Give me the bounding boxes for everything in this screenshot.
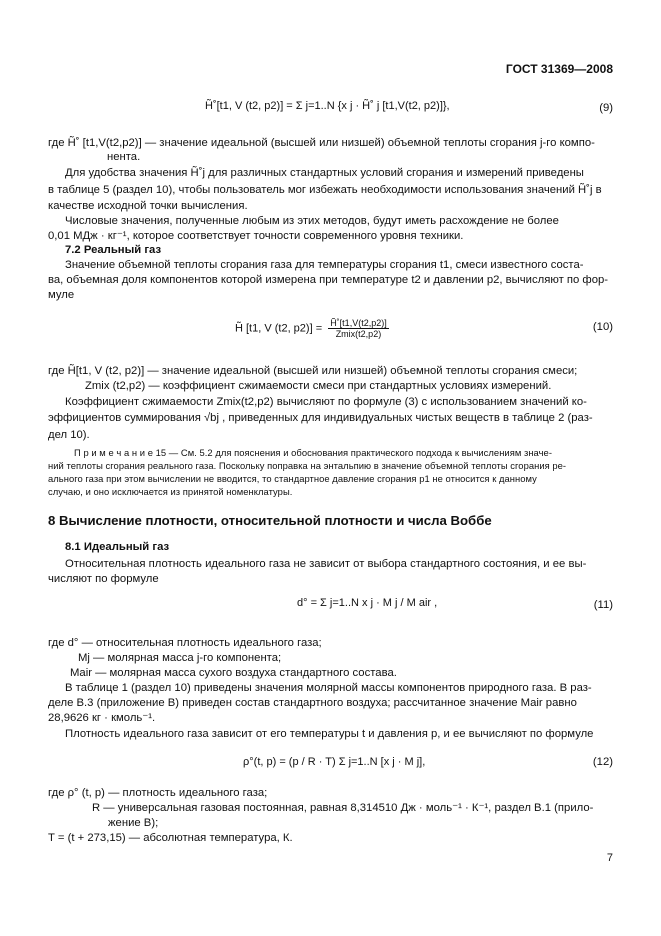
text-line: где d° — относительная плотность идеального газа; xyxy=(48,637,322,649)
text-line: муле xyxy=(48,289,75,301)
equation-12-number: (12) xyxy=(592,756,613,768)
equation-10-lhs: H̃ [t1, V (t2, p2)] = xyxy=(235,322,323,335)
text-line: ва, объемная доля компонентов которой измерена при температуре t2 и давлении p2, вычисляют по фор- xyxy=(48,274,609,286)
text-line: числяют по формуле xyxy=(48,573,159,585)
equation-10 xyxy=(235,318,389,339)
equation-12 xyxy=(243,756,425,768)
equation-10-numerator: H̃˚[t1,V(t2,p2)] xyxy=(330,318,387,328)
equation-12-text: ρ°(t, p) = (p / R · T) Σ j=1..N [x j · M j], xyxy=(243,756,426,768)
text-line: 0,01 МДж · кг⁻¹, которое соответствует точности современного уровня техники. xyxy=(48,230,464,242)
section-title: 7.2 Реальный газ xyxy=(65,244,162,256)
text-line: где H̃[t1, V (t2, p2)] — значение идеальной (высшей или низшей) объемной теплоты сгорания смеси; xyxy=(48,365,578,377)
text-line: Плотность идеального газа зависит от его температуры t и давления p, и ее вычисляют по формуле xyxy=(65,728,594,740)
equation-11 xyxy=(297,597,437,609)
header-standard: ГОСТ 31369—2008 xyxy=(505,62,613,76)
page-number: 7 xyxy=(606,852,613,864)
text-line: В таблице 1 (раздел 10) приведены значения молярной массы компонентов природного газа. В раз- xyxy=(65,682,592,694)
equation-11-number: (11) xyxy=(593,599,613,611)
equation-9-number: (9) xyxy=(599,102,613,114)
section-8-title: 8 Вычисление плотности, относительной плотности и числа Воббе xyxy=(48,513,492,528)
text-line: дел 10). xyxy=(48,429,90,441)
text-line: Значение объемной теплоты сгорания газа для температуры сгорания t1, смеси известного соста- xyxy=(65,259,584,271)
text-line: 28,9626 кг · кмоль⁻¹. xyxy=(48,712,156,724)
text-line: где H̃˚ [t1,V(t2,p2)] — значение идеальной (высшей или низшей) объемной теплоты сгорания j-го компо- xyxy=(48,137,595,149)
section-title: 8.1 Идеальный газ xyxy=(65,541,170,553)
note-line: ний теплоты сгорания реального газа. Поскольку поправка на энтальпию в значение объемной теплоты сгорания ре- xyxy=(48,460,567,471)
text-line: нента. xyxy=(107,151,141,163)
text-line: деле В.3 (приложение В) приведен состав стандартного воздуха; рассчитанное значение Mair равно xyxy=(48,697,577,709)
text-line: Коэффициент сжимаемости Zmix(t2,p2) вычисляют по формуле (3) с использованием значений ко- xyxy=(65,396,587,408)
equation-11-text: d° = Σ j=1..N x j · M j / M air , xyxy=(297,597,438,609)
equation-10-denominator: Zmix(t2,p2) xyxy=(335,329,382,339)
text-line: жение В); xyxy=(108,817,159,829)
text-line: Mj — молярная масса j-го компонента; xyxy=(78,652,282,664)
text-line: T = (t + 273,15) — абсолютная температура, К. xyxy=(48,832,293,844)
text-line: Для удобства значения H̃˚j для различных стандартных условий сгорания и измерений приведены xyxy=(65,167,584,179)
text-line: где ρ° (t, p) — плотность идеального газа; xyxy=(48,787,268,799)
text-line: качестве исходной точки вычисления. xyxy=(48,200,248,212)
note-line: П р и м е ч а н и е 15 — См. 5.2 для пояснения и обоснования практического подхода к вычислениям значе- xyxy=(74,447,552,458)
equation-9-text: H̃˚[t1, V (t2, p2)] = Σ j=1..N {x j · H̃˚ j [t1,V(t2, p2)]}, xyxy=(205,100,450,112)
equation-10-number: (10) xyxy=(592,321,613,333)
text-line: Zmix (t2,p2) — коэффициент сжимаемости смеси при стандартных условиях измерений. xyxy=(85,380,552,392)
text-line: Mair — молярная масса сухого воздуха стандартного состава. xyxy=(70,667,397,679)
text-line: R — универсальная газовая постоянная, равная 8,314510 Дж · моль⁻¹ · К⁻¹, раздел В.1 (прило- xyxy=(92,802,594,814)
text-line: Числовые значения, полученные любым из этих методов, будут иметь расхождение не более xyxy=(65,215,559,227)
note-line: ального газа при этом вычислении не вводится, то стандартное давление сгорания p1 не относится к данному xyxy=(48,473,537,484)
text-line: Относительная плотность идеального газа не зависит от выбора стандартного состояния, и ее вы- xyxy=(65,558,587,570)
text-line: эффициентов суммирования √bj , приведенных для индивидуальных чистых веществ в таблице 2 (раз- xyxy=(48,412,593,424)
equation-9 xyxy=(205,100,450,112)
note-line: случаю, и оно исключается из принятой номенклатуры. xyxy=(48,486,293,497)
text-line: в таблице 5 (раздел 10), чтобы пользователь мог избежать необходимости использования значений H̃˚j в xyxy=(48,184,602,196)
